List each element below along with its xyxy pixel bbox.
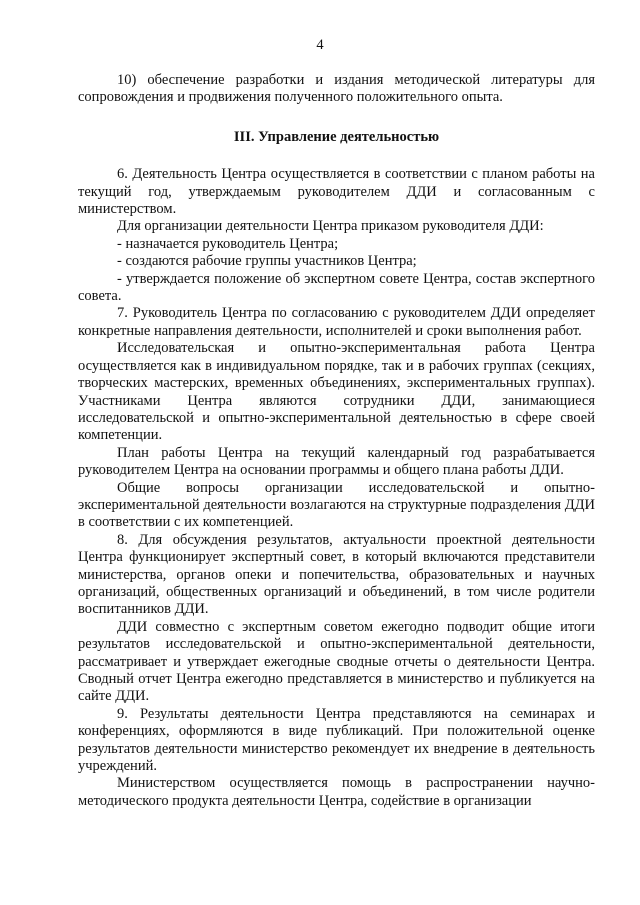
- list-item: - назначается руководитель Центра;: [117, 235, 339, 252]
- list-item: - утверждается положение об экспертном совете Центра, состав экспертного совета.: [78, 270, 595, 305]
- document-body: [78, 72, 595, 810]
- paragraph-7-research: Исследовательская и опытно-экспериментальная работа Центра осуществляется как в индивидуальном порядке, так и в рабочих группах (секциях, творческих мастерских, временных объединениях, экспериментальных группах). Участниками Центра являются сотрудники ДДИ, занимающиеся исследовательской и опытно-экспериментальной деятельностью в сфере своей компетенции.: [78, 340, 595, 444]
- paragraph-7-plan: План работы Центра на текущий календарный год разрабатывается руководителем Центра на основании программы и общего плана работы ДДИ.: [78, 444, 595, 479]
- paragraph-8: 8. Для обсуждения результатов, актуальности проектной деятельности Центра функционирует экспертный совет, в который включаются представители министерства, органов опеки и попечительства, образовательных и научных организаций, общественных организаций и объединений, в том числе родители воспитанников ДДИ.: [78, 531, 595, 618]
- intro-paragraph: 10) обеспечение разработки и издания методической литературы для сопровождения и продвижения полученного положительного опыта.: [78, 72, 595, 106]
- paragraph-6-organization: Для организации деятельности Центра приказом руководителя ДДИ:: [117, 218, 544, 235]
- paragraph-8-council: ДДИ совместно с экспертным советом ежегодно подводит общие итоги результатов исследовательской и опытно-экспериментальной деятельности, рассматривает и утверждает ежегодные сводные отчеты о деятельности Центра. Сводный отчет Центра ежегодно представляется в министерство и публикуется на сайте ДДИ.: [78, 618, 595, 705]
- paragraph-9: 9. Результаты деятельности Центра представляются на семинарах и конференциях, оформляются в виде публикаций. При положительной оценке результатов деятельности министерство рекомендует их внедрение в деятельность учреждений.: [78, 705, 595, 775]
- paragraph-7: 7. Руководитель Центра по согласованию с руководителем ДДИ определяет конкретные направления деятельности, исполнителей и сроки выполнения работ.: [78, 305, 595, 339]
- page-number: 4: [316, 37, 324, 53]
- list-item: - создаются рабочие группы участников Центра;: [117, 253, 417, 270]
- paragraph-9-ministry: Министерством осуществляется помощь в распространении научно-методического продукта деятельности Центра, содействие в организации: [78, 775, 595, 809]
- paragraph-6: 6. Деятельность Центра осуществляется в соответствии с планом работы на текущий год, утверждаемым руководителем ДДИ и согласованным с министерством.: [78, 166, 595, 218]
- paragraph-7-general: Общие вопросы организации исследовательской и опытно-экспериментальной деятельности возлагаются на структурные подразделения ДДИ в соответствии с их компетенцией.: [78, 479, 595, 531]
- section-heading: III. Управление деятельностью: [233, 128, 440, 145]
